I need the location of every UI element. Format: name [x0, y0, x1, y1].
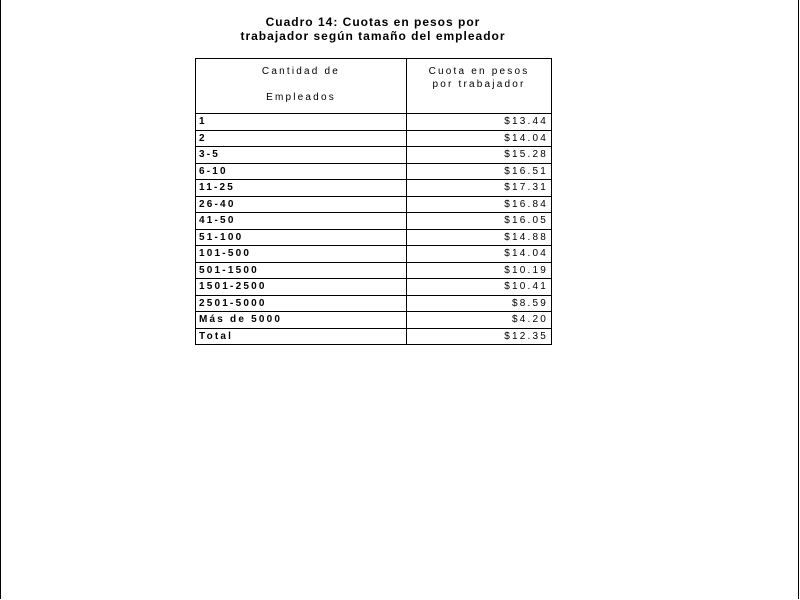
- row-quantity: 501-1500: [196, 262, 407, 279]
- row-fee: $17.31: [407, 180, 552, 197]
- header-fee: [407, 59, 552, 114]
- row-fee: $15.28: [407, 147, 552, 164]
- row-quantity: 1501-2500: [196, 279, 407, 296]
- row-quantity: Total: [196, 328, 407, 345]
- quota-table: [195, 58, 552, 345]
- header-quantity-line-2: Empleados: [266, 92, 336, 103]
- row-fee: $4.20: [407, 312, 552, 329]
- table-row: [196, 213, 552, 230]
- header-fee-line-1: Cuota en pesos: [428, 66, 530, 77]
- row-quantity: 6-10: [196, 163, 407, 180]
- row-fee: $10.19: [407, 262, 552, 279]
- table-row: [196, 246, 552, 263]
- row-fee: $13.44: [407, 114, 552, 131]
- row-quantity: 2501-5000: [196, 295, 407, 312]
- row-quantity: 2: [196, 130, 407, 147]
- row-fee: $14.88: [407, 229, 552, 246]
- row-fee: $16.05: [407, 213, 552, 230]
- row-fee: $12.35: [407, 328, 552, 345]
- row-fee: $10.41: [407, 279, 552, 296]
- table-row: [196, 295, 552, 312]
- row-quantity: Más de 5000: [196, 312, 407, 329]
- table-row: [196, 312, 552, 329]
- header-quantity-line-1: Cantidad de: [261, 66, 341, 77]
- table-row: [196, 279, 552, 296]
- table-row: [196, 147, 552, 164]
- table-title: [196, 15, 550, 43]
- table-row: [196, 130, 552, 147]
- table-row-total: [196, 328, 552, 345]
- table-header-row: [196, 59, 552, 114]
- row-fee: $16.51: [407, 163, 552, 180]
- row-quantity: 101-500: [196, 246, 407, 263]
- row-quantity: 41-50: [196, 213, 407, 230]
- header-quantity: [196, 59, 407, 114]
- table-title-line-2: trabajador según tamaño del empleador: [240, 29, 506, 43]
- table-row: [196, 229, 552, 246]
- row-fee: $14.04: [407, 130, 552, 147]
- row-quantity: 51-100: [196, 229, 407, 246]
- row-fee: $8.59: [407, 295, 552, 312]
- table-body: [196, 114, 552, 345]
- row-fee: $16.84: [407, 196, 552, 213]
- table-row: [196, 196, 552, 213]
- table-row: [196, 262, 552, 279]
- table-title-line-1: Cuadro 14: Cuotas en pesos por: [265, 15, 481, 29]
- row-quantity: 26-40: [196, 196, 407, 213]
- row-quantity: 11-25: [196, 180, 407, 197]
- row-fee: $14.04: [407, 246, 552, 263]
- row-quantity: 3-5: [196, 147, 407, 164]
- table-row: [196, 114, 552, 131]
- table-row: [196, 180, 552, 197]
- header-fee-line-2: por trabajador: [432, 79, 526, 90]
- row-quantity: 1: [196, 114, 407, 131]
- table-row: [196, 163, 552, 180]
